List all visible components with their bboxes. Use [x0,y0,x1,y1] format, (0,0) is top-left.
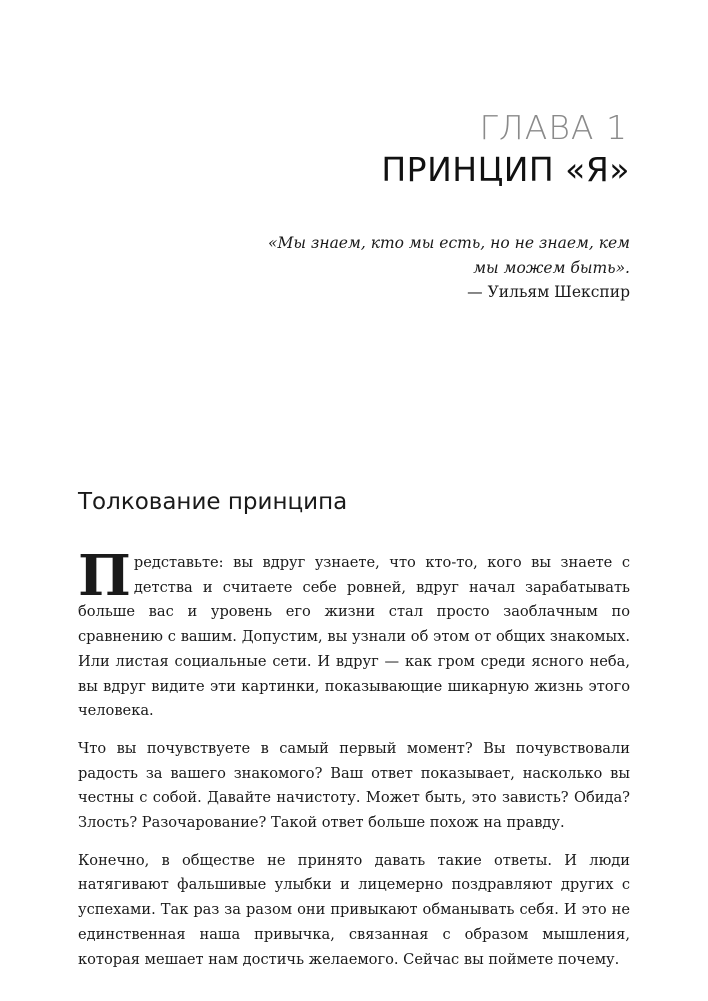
epigraph-quote: «Мы знаем, кто мы есть, но не знаем, кем мы можем быть». [268,234,630,277]
chapter-title: ПРИНЦИП «Я» [381,150,630,189]
paragraph-1 [78,543,630,724]
chapter-number: ГЛАВА 1 [479,108,628,147]
paragraph-3: Конечно, в обществе не принято давать такие ответы. И люди натягивают фальшивые улыбки и лицемерно поздравляют других с успехами. Так раз за разом они привыкают обманывать себя. И это не единственная наша привычка, связанная с образом мышления, которая мешает нам достичь желаемого. Сейчас вы поймете почему. [78,851,630,968]
drop-cap: П [78,543,131,609]
epigraph-author: — Уильям Шекспир [467,283,630,301]
paragraph-1-text: редставьте: вы вдруг узнаете, что кто-то, кого вы знаете с детства и считаете себе ровней, вдруг начал зарабатывать больше вас и уровень его жизни стал просто заоблачным по сравнению с вашим. Допустим, вы узнали об этом от общих знакомых. Или листая социальные сети. И вдруг — как гром среди ясного неба, вы вдруг видите эти картинки, показывающие шикарную жизнь этого человека. [78,554,630,720]
section-heading: Толкование принципа [78,489,348,515]
body-text [78,543,630,985]
paragraph-2: Что вы почувствуете в самый первый момент? Вы почувствовали радость за вашего знакомого? Ваш ответ показывает, насколько вы честны с собой. Давайте начистоту. Может быть, это зависть? Обида? Злость? Разочарование? Такой ответ больше похож на правду. [78,739,630,832]
